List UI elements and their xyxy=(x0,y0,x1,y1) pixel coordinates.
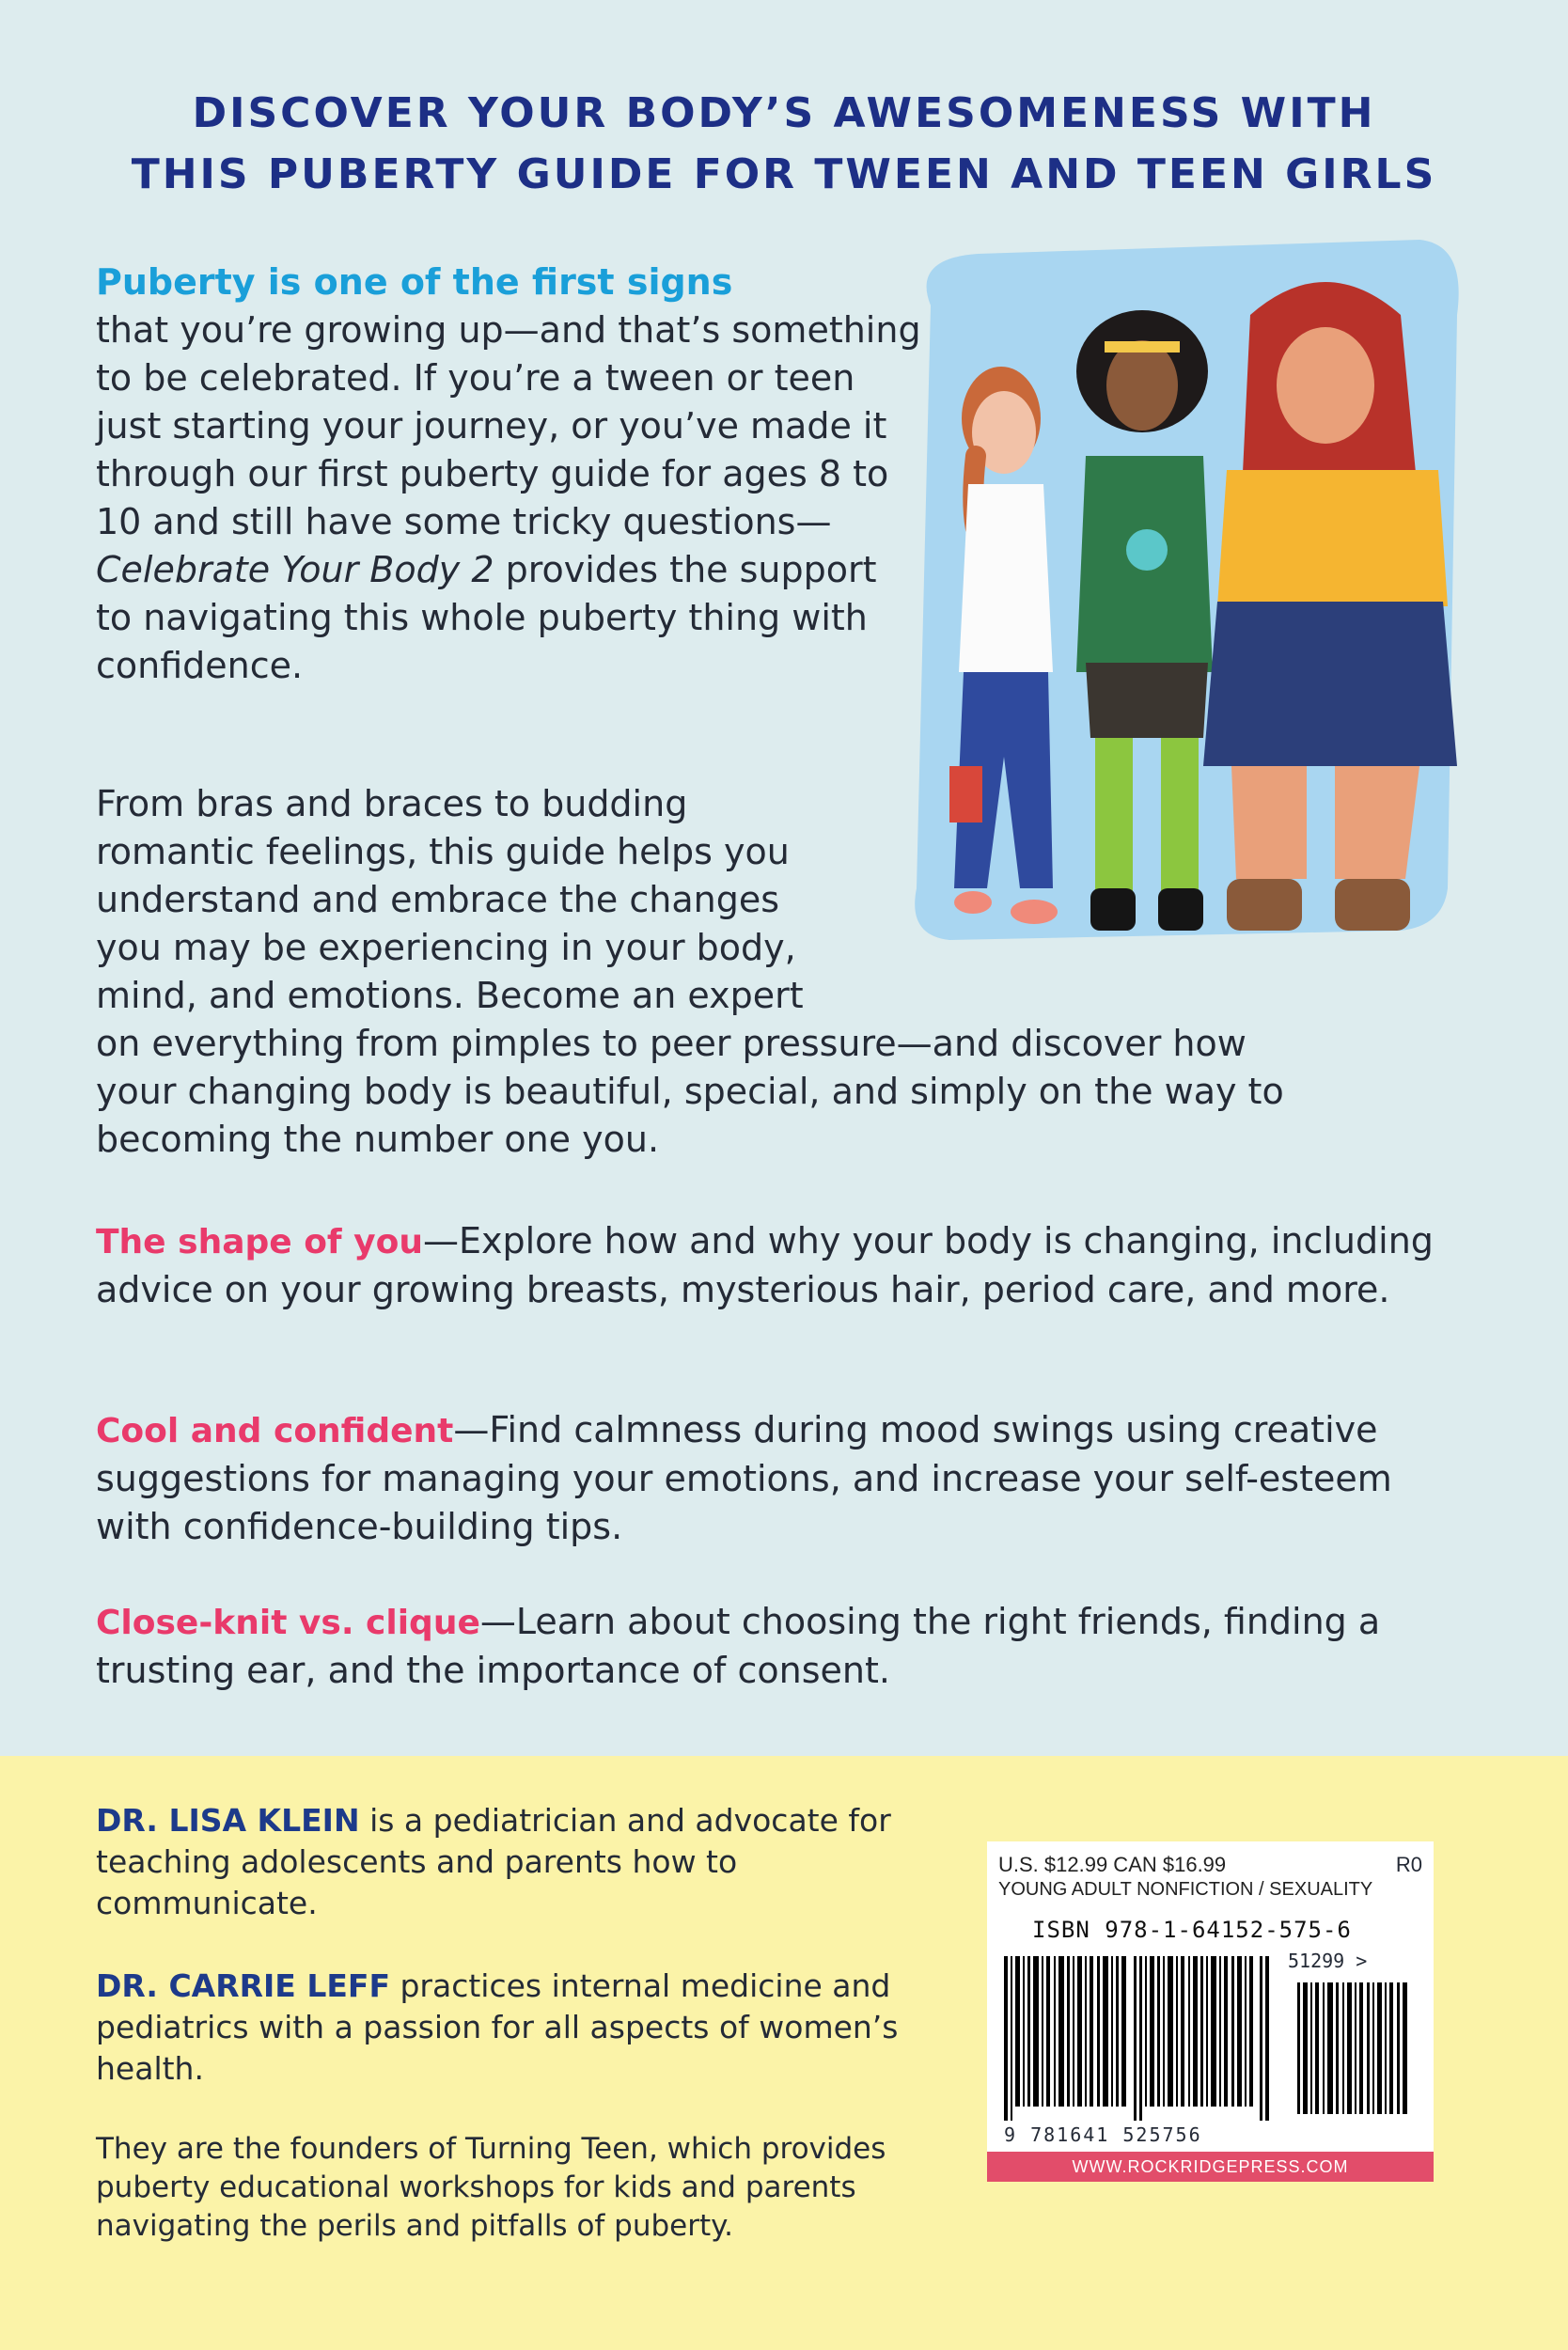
author-bio-klein xyxy=(96,1800,914,1924)
author-bio-leff xyxy=(96,1966,914,2090)
feature-heading: The shape of you xyxy=(96,1223,423,1261)
desc-line: on everything from pimples to peer pressure—and discover how xyxy=(96,1023,1247,1064)
price-line: U.S. $12.99 CAN $16.99 xyxy=(998,1853,1227,1876)
feature-shape-of-you xyxy=(96,1217,1468,1314)
author-text: is a pediatrician and advocate for teaching adolescents and parents how to communicate. xyxy=(96,1802,891,1921)
publisher-url: WWW.ROCKRIDGEPRESS.COM xyxy=(987,2152,1434,2182)
desc-line: mind, and emotions. Become an expert xyxy=(96,975,804,1016)
desc-line: From bras and braces to budding xyxy=(96,783,688,824)
intro-lead: Puberty is one of the first signs xyxy=(96,261,733,303)
price-code: R0 xyxy=(1395,1853,1422,1876)
feature-close-knit xyxy=(96,1598,1468,1695)
isbn-number: ISBN 978-1-64152-575-6 xyxy=(1032,1917,1352,1943)
description-paragraph xyxy=(96,780,1450,1164)
feature-cool-and-confident xyxy=(96,1406,1468,1551)
desc-line: romantic feelings, this guide helps you xyxy=(96,831,790,872)
author-text: practices internal medicine and pediatrics with a passion for all aspects of women’s health. xyxy=(96,1967,899,2087)
book-title: Celebrate Your Body 2 xyxy=(96,549,494,590)
desc-line: your changing body is beautiful, special, and simply on the way to xyxy=(96,1071,1284,1112)
intro-paragraph xyxy=(96,258,923,690)
desc-line: you may be experiencing in your body, xyxy=(96,927,796,968)
author-name: DR. CARRIE LEFF xyxy=(96,1967,390,2004)
feature-heading: Close-knit vs. clique xyxy=(96,1604,480,1642)
addon-code: 51299 > xyxy=(1288,1950,1368,1972)
desc-line: understand and embrace the changes xyxy=(96,879,779,920)
category-line: YOUNG ADULT NONFICTION / SEXUALITY xyxy=(998,1879,1373,1900)
author-name: DR. LISA KLEIN xyxy=(96,1802,360,1839)
feature-heading: Cool and confident xyxy=(96,1412,454,1450)
feature-text: —Learn about choosing the right friends, finding a trusting ear, and the importance of consent. xyxy=(96,1601,1381,1691)
barcode-label xyxy=(987,1841,1434,2182)
feature-text: —Explore how and why your body is changing, including advice on your growing breasts, mysterious hair, period care, and more. xyxy=(96,1220,1434,1310)
headline-line-1: DISCOVER YOUR BODY’S AWESOMENESS WITH xyxy=(192,89,1376,137)
ean-digits: 9 781641 525756 xyxy=(1004,2123,1202,2146)
intro-text-1: that you’re growing up—and that’s something to be celebrated. If you’re a tween or teen just starting your journey, or you’ve made it through our first puberty guide for ages 8 to 10 and still have some tricky questions— xyxy=(96,309,921,542)
intro-text-2: provides the support to navigating this whole puberty thing with confidence. xyxy=(96,549,877,686)
headline-line-2: THIS PUBERTY GUIDE FOR TWEEN AND TEEN GIRLS xyxy=(131,150,1437,198)
feature-text: —Find calmness during mood swings using creative suggestions for managing your emotions, and increase your self-esteem with confidence-building tips. xyxy=(96,1409,1392,1547)
ean-barcode xyxy=(1004,1956,1277,2121)
addon-barcode xyxy=(1297,1982,1419,2114)
founders-paragraph: They are the founders of Turning Teen, which provides puberty educational workshops for kids and parents navigating the perils and pitfalls of puberty. xyxy=(96,2132,886,2243)
desc-line: becoming the number one you. xyxy=(96,1119,660,1160)
